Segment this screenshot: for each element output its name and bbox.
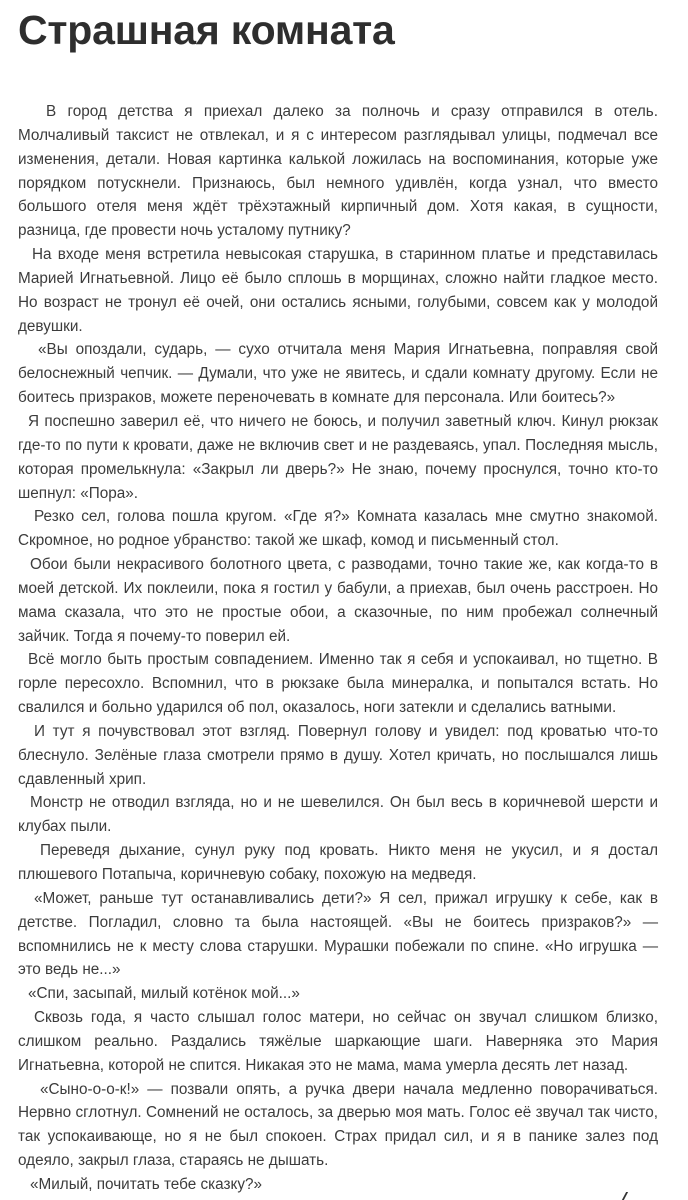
story-paragraph: В город детства я приехал далеко за полночь и сразу отправился в отель. Молчаливый таксист не отвлекал, и я с интересом разглядывал улицы, подмечал все изменения, детали. Новая картинка калькой ложилась на воспоминания, которые уже порядком потускнели. Признаюсь, был немного удивлён, когда узнал, что вместо большого отеля меня ждёт трёхэтажный кирпичный дом. Хотя какая, в сущности, разница, где провести ночь усталому путнику? <box>18 103 658 240</box>
story-paragraph: «Спи, засыпай, милый котёнок мой...» <box>28 985 300 1003</box>
story-paragraph: Монстр не отводил взгляда, но и не шевелился. Он был весь в коричневой шерсти и клубах пыли. <box>18 794 658 836</box>
story-paragraph: И тут я почувствовал этот взгляд. Повернул голову и увидел: под кроватью что-то блеснуло. Зелёные глаза смотрели прямо в душу. Хотел кричать, но послышался лишь сдавленный хрип. <box>18 722 658 788</box>
story-paragraph: Обои были некрасивого болотного цвета, с разводами, точно такие же, как когда-то в моей детской. Их поклеили, пока я гостил у бабули, а приехав, был очень расстроен. Но мама сказала, что это не простые обои, а сказочные, по ним пробежал солнечный зайчик. Тогда я почему-то поверил ей. <box>18 556 658 645</box>
story-paragraph: На входе меня встретила невысокая старушка, в старинном платье и представилась Марией Игнатьевной. Лицо её было сплошь в морщинах, сложно найти гладкое место. Но возраст не тронул её очей, они остались ясными, голубыми, совсем как у молодой девушки. <box>18 246 658 335</box>
story-paragraph: Всё могло быть простым совпадением. Именно так я себя и успокаивал, но тщетно. В горле пересохло. Вспомнил, что в рюкзаке была минералка, и попытался встать. Но свалился и больно ударился об пол, оказалось, ноги затекли и сделались ватными. <box>18 651 658 717</box>
story-paragraph: «Может, раньше тут останавливались дети?» Я сел, прижал игрушку к себе, как в детстве. Погладил, словно та была настоящей. «Вы не боитесь призраков?» — вспомнились не к месту слова старушки. Мурашки побежали по спине. «Но игрушка — это ведь не...» <box>18 889 658 979</box>
story-paragraph: «Милый, почитать тебе сказку?» <box>30 1175 263 1193</box>
article-title: Страшная комната <box>18 7 395 53</box>
story-paragraph: Сквозь года, я часто слышал голос матери, но сейчас он звучал слишком близко, слишком реально. Раздались тяжёлые шаркающие шаги. Наверняка это Мария Игнатьевна, которой не спится. Никакая это не мама, мама умерла десять лет назад. <box>18 1009 658 1074</box>
story-paragraph: Резко сел, голова пошла кругом. «Где я?» Комната казалась мне смутно знакомой. Скромное, но родное убранство: такой же шкаф, комод и письменный стол. <box>18 508 658 550</box>
story-paragraph: «Сыно-о-о-к!» — позвали опять, а ручка двери начала медленно поворачиваться. Нервно сглотнул. Сомнений не осталось, за дверью моя мать. Голос её звучал так чисто, так успокаивающе, но я не был спокоен. Страх придал сил, и я в панике залез под одеяло, закрыл глаза, стараясь не дышать. <box>18 1080 658 1170</box>
story-paragraph: Я поспешно заверил её, что ничего не боюсь, и получил заветный ключ. Кинул рюкзак где-то по пути к кровати, даже не включив свет и не раздеваясь, упал. Последняя мысль, которая промелькнула: «Закрыл ли дверь?» Не знаю, почему проснулся, точно кто-то шепнул: «Пора». <box>18 412 658 502</box>
story-paragraph: Переведя дыхание, сунул руку под кровать. Никто меня не укусил, и я достал плюшевого Потапыча, коричневую собаку, похожую на медведя. <box>18 842 658 883</box>
article-body <box>18 100 658 1197</box>
story-paragraph: «Вы опоздали, сударь, — сухо отчитала меня Мария Игнатьевна, поправляя свой белоснежный чепчик. — Думали, что уже не явитесь, и сдали комнату другому. Если не боитесь призраков, можете переночевать в комнате для персонала. Или боитесь?» <box>18 341 658 407</box>
